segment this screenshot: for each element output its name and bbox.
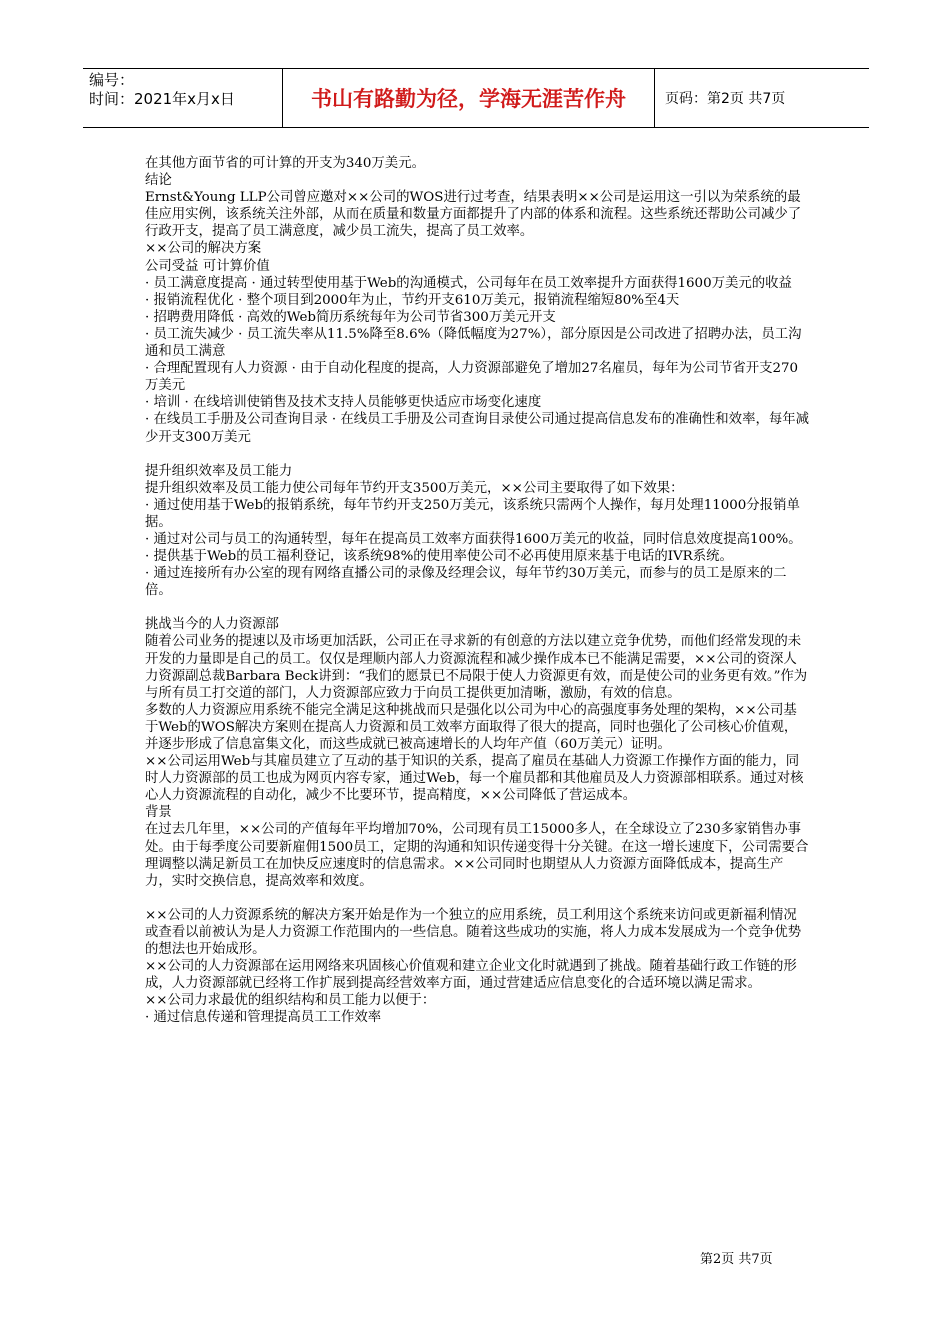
header-number-label: 编号： xyxy=(89,71,135,89)
header-motto: 书山有路勤为径，学海无涯苦作舟 xyxy=(283,69,655,127)
paragraph: 结论 xyxy=(145,173,172,189)
header-meta xyxy=(83,69,283,127)
paragraph: · 员工满意度提高 · 通过转型使用基于Web的沟通模式，公司每年在员工效率提升方面获得1600万美元的收益 xyxy=(145,275,792,291)
paragraph: ××公司的解决方案 xyxy=(145,241,262,257)
page-header xyxy=(83,68,869,128)
paragraph: · 合理配置现有人力资源 · 由于自动化程度的提高，人力资源部避免了增加27名雇员，每年为公司节省开支270万美元 xyxy=(145,361,799,394)
paragraph: 在过去几年里，××公司的产值每年平均增加70%，公司现有员工15000多人，在全球设立了230多家销售办事处。由于每季度公司要新雇佣1500员工，定期的沟通和知识传递变得十分关键。在这一增长速度下，公司需要合理调整以满足新员工在加快反应速度时的信息需求。××公司同时也期望从人力资源方面降低成本，提高生产力，实时交换信息，提高效率和效度。 xyxy=(145,822,809,889)
paragraph: ××公司的人力资源部在运用网络来巩固核心价值观和建立企业文化时就遇到了挑战。随着基础行政工作链的形成，人力资源部就已经将工作扩展到提高经营效率方面，通过营建适应信息变化的合适环境以满足需求。 xyxy=(145,959,797,992)
document-body xyxy=(145,155,810,1027)
paragraph: 多数的人力资源应用系统不能完全满足这种挑战而只是强化以公司为中心的高强度事务处理的架构，××公司基于Web的WOS解决方案则在提高人力资源和员工效率方面取得了很大的提高，同时也强化了公司核心价值观，并逐步形成了信息富集文化，而这些成就已被高速增长的人均年产值（60万美元）证明。 xyxy=(145,702,798,752)
paragraph: · 在线员工手册及公司查询目录 · 在线员工手册及公司查询目录使公司通过提高信息发布的准确性和效率，每年减少开支300万美元 xyxy=(145,412,810,445)
paragraph: · 员工流失减少 · 员工流失率从11.5%降至8.6%（降低幅度为27%），部分原因是公司改进了招聘办法，员工沟通和员工满意 xyxy=(145,326,802,360)
header-page-info: 页码：第2页 共7页 xyxy=(665,91,786,107)
paragraph: 随着公司业务的提速以及市场更加活跃，公司正在寻求新的有创意的方法以建立竞争优势，而他们经常发现的未开发的力量即是自己的员工。仅仅是理顺内部人力资源流程和减少操作成本已不能满足需要，××公司的资深人力资源副总裁Barbara Beck讲到：“我们的愿景已不局限于使人力资源更有效，而是使公司的业务更有效。”作为与所有员工打交道的部门，人力资源部应致力于向员工提供更加清晰，激励，有效的信息。 xyxy=(145,634,808,701)
paragraph: · 通过连接所有办公室的现有网络直播公司的录像及经理会议，每年节约30万美元，而参与的员工是原来的二倍。 xyxy=(145,566,787,599)
paragraph: · 报销流程优化 · 整个项目到2000年为止，节约开支610万美元，报销流程缩短80%至4天 xyxy=(145,292,680,308)
paragraph: · 招聘费用降低 · 高效的Web简历系统每年为公司节省300万美元开支 xyxy=(145,309,556,325)
header-time-label: 时间：2021年x月x日 xyxy=(89,90,235,108)
paragraph: Ernst&Young LLP公司曾应邀对××公司的WOS进行过考查，结果表明××公司是运用这一引以为荣系统的最佳应用实例，该系统关注外部，从而在质量和数量方面都提升了内部的体系和流程。这些系统还帮助公司减少了行政开支，提高了员工满意度，减少员工流失，提高了员工效率。 xyxy=(145,190,802,240)
paragraph: ××公司的人力资源系统的解决方案开始是作为一个独立的应用系统，员工利用这个系统来访问或更新福利情况或查看以前被认为是人力资源工作范围内的一些信息。随着这些成功的实施，将人力成本发展成为一个竞争优势的想法也开始成形。 xyxy=(145,907,802,958)
paragraph: ××公司力求最优的组织结构和员工能力以便于： xyxy=(145,993,436,1009)
paragraph: · 通过使用基于Web的报销系统，每年节约开支250万美元，该系统只需两个人操作，每月处理11000分报销单据。 xyxy=(145,497,800,530)
paragraph: · 通过信息传递和管理提高员工工作效率 xyxy=(145,1010,382,1026)
paragraph: 提升组织效率及员工能力使公司每年节约开支3500万美元，××公司主要取得了如下效果： xyxy=(145,480,684,496)
paragraph: 在其他方面节省的可计算的开支为340万美元。 xyxy=(145,156,425,171)
blank-line xyxy=(145,446,810,463)
paragraph: 背景 xyxy=(145,805,172,821)
blank-line xyxy=(145,599,810,616)
paragraph: · 提供基于Web的员工福利登记，该系统98%的使用率使公司不必再使用原来基于电话的IVR系统。 xyxy=(145,549,733,565)
paragraph: 提升组织效率及员工能力 xyxy=(145,463,293,479)
paragraph: 挑战当今的人力资源部 xyxy=(145,617,279,633)
paragraph: · 通过对公司与员工的沟通转型，每年在提高员工效率方面获得1600万美元的收益，同时信息效度提高100%。 xyxy=(145,531,802,547)
paragraph: 公司受益 可计算价值 xyxy=(145,258,270,274)
paragraph: · 培训 · 在线培训使销售及技术支持人员能够更快适应市场变化速度 xyxy=(145,395,542,411)
blank-line xyxy=(145,890,810,907)
footer-page-info: 第2页 共7页 xyxy=(700,1252,773,1267)
paragraph: ××公司运用Web与其雇员建立了互动的基于知识的关系，提高了雇员在基础人力资源工作操作方面的能力，同时人力资源部的员工也成为网页内容专家，通过Web，每一个雇员都和其他雇员及人力资源部相联系。通过对核心人力资源流程的自动化，减少不比要环节，提高精度，××公司降低了营运成本。 xyxy=(145,754,804,804)
